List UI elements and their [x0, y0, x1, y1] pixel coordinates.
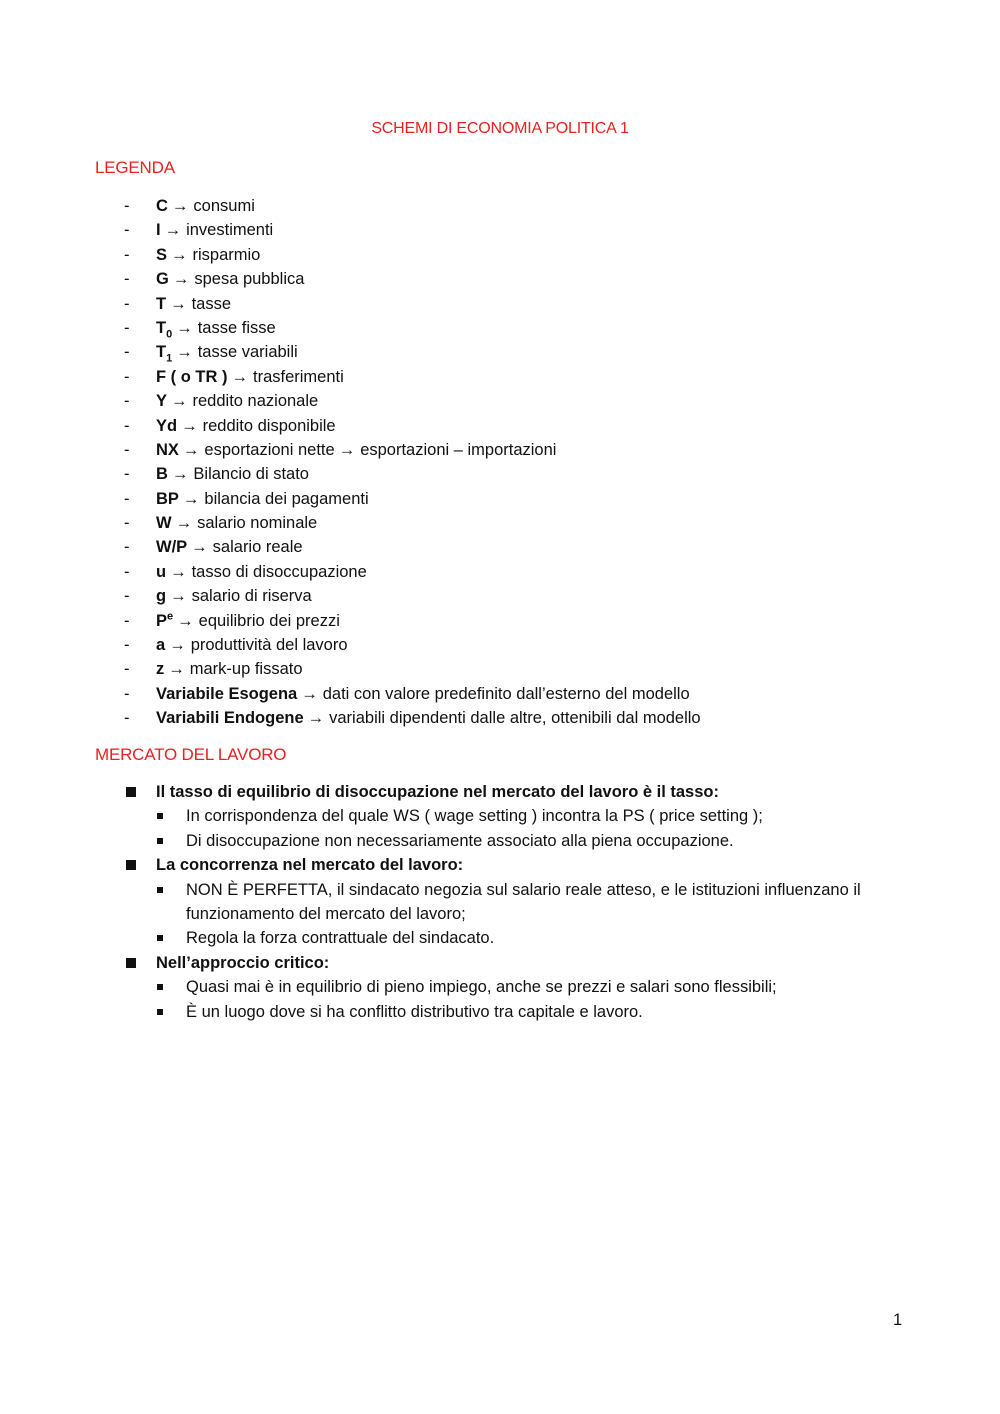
list-dash: -	[124, 440, 130, 459]
legend-description: risparmio	[192, 245, 261, 264]
legend-term: BP	[156, 489, 179, 508]
bullet-point	[95, 951, 895, 975]
right-arrow-icon: →	[171, 392, 188, 411]
legend-item	[95, 609, 895, 633]
legend-term: S	[156, 245, 168, 264]
legend-description: consumi	[193, 197, 255, 215]
legend-term: g	[156, 587, 167, 606]
legend-term: F ( o TR )	[156, 367, 228, 386]
legend-description: dati con valore predefinito dall’esterno del modello	[322, 684, 690, 703]
legend-description: trasferimenti	[252, 367, 344, 386]
legend-item	[95, 535, 895, 559]
legend-entry	[156, 657, 303, 681]
right-arrow-icon: →	[171, 245, 188, 264]
legend-entry	[156, 706, 701, 730]
legend-term: T	[156, 294, 167, 313]
list-dash: -	[124, 392, 130, 411]
legend-entry	[156, 365, 344, 389]
square-bullet-icon	[126, 860, 136, 870]
list-dash: -	[124, 416, 130, 435]
legend-description: equilibrio dei prezzi	[198, 611, 340, 630]
legend-item	[95, 462, 895, 486]
legend-term: T	[156, 343, 167, 362]
list-dash: -	[124, 318, 130, 337]
legend-entry	[156, 609, 340, 633]
legend-description: esportazioni nette	[204, 440, 335, 459]
right-arrow-icon: →	[191, 538, 208, 557]
right-arrow-icon: →	[171, 465, 189, 484]
legend-item	[95, 243, 895, 267]
legend-item	[95, 633, 895, 657]
list-dash: -	[124, 197, 130, 215]
legend-term: I	[156, 221, 161, 240]
right-arrow-icon: →	[164, 221, 182, 240]
right-arrow-icon: →	[338, 440, 356, 459]
legend-description: salario nominale	[197, 514, 318, 533]
legend-entry	[156, 535, 303, 559]
list-dash: -	[124, 587, 130, 606]
sub-bullet-point	[95, 975, 895, 999]
list-dash: -	[124, 367, 130, 386]
legend-description: esportazioni – importazioni	[360, 440, 557, 459]
legend-description: mark-up fissato	[189, 660, 303, 679]
legend-term: B	[156, 465, 168, 484]
sub-bullet-point	[95, 829, 895, 853]
list-dash: -	[124, 538, 130, 557]
list-dash: -	[124, 660, 130, 679]
legend-item	[95, 340, 895, 364]
list-dash: -	[124, 562, 130, 581]
page-number: 1	[893, 1311, 903, 1329]
legend-description: reddito nazionale	[192, 392, 319, 411]
legend-item	[95, 267, 895, 291]
right-arrow-icon: →	[170, 562, 187, 581]
sub-bullet-text: Regola la forza contrattuale del sindacato.	[186, 929, 495, 948]
sub-bullet-point	[95, 1000, 895, 1024]
legend-item	[95, 218, 895, 242]
bullet-point-title: Nell’approccio critico:	[156, 953, 330, 972]
square-bullet-icon	[126, 787, 136, 797]
legend-term: a	[156, 636, 166, 655]
list-dash: -	[124, 343, 130, 362]
legend-item	[95, 706, 895, 730]
bullet-point-title: La concorrenza nel mercato del lavoro:	[156, 856, 464, 875]
bullet-point	[95, 853, 895, 877]
legend-term-superscript: e	[167, 610, 174, 623]
legend-entry	[156, 584, 312, 608]
sub-bullet-point	[95, 926, 895, 950]
small-square-bullet-icon	[157, 984, 163, 990]
legend-item	[95, 316, 895, 340]
list-dash: -	[124, 489, 130, 508]
document-title: SCHEMI DI ECONOMIA POLITICA 1	[371, 120, 629, 137]
right-arrow-icon: →	[170, 587, 187, 606]
sub-bullet-point	[95, 878, 895, 927]
right-arrow-icon: →	[169, 636, 186, 655]
square-bullet-icon	[126, 958, 136, 968]
legend-term: u	[156, 562, 167, 581]
list-dash: -	[124, 270, 130, 289]
right-arrow-icon: →	[175, 514, 193, 533]
legend-entry	[156, 267, 304, 291]
legend-description: tasse fisse	[197, 318, 276, 337]
small-square-bullet-icon	[157, 813, 163, 819]
legend-item	[95, 389, 895, 413]
right-arrow-icon: →	[168, 660, 185, 679]
legend-entry	[156, 292, 231, 316]
small-square-bullet-icon	[157, 935, 163, 941]
legend-term: Y	[156, 392, 168, 411]
legend-term: W	[156, 514, 172, 533]
right-arrow-icon: →	[182, 440, 200, 459]
legend-term: T	[156, 318, 167, 337]
list-dash: -	[124, 294, 130, 313]
legend-entry	[156, 511, 317, 535]
legend-term: Variabili Endogene	[156, 709, 304, 728]
right-arrow-icon: →	[171, 197, 189, 215]
sub-bullet-text: È un luogo dove si ha conflitto distributivo tra capitale e lavoro.	[186, 1002, 643, 1021]
small-square-bullet-icon	[157, 838, 163, 844]
legend-entry	[156, 316, 276, 340]
legend-item	[95, 487, 895, 511]
legend-term: Variabile Esogena	[156, 684, 298, 703]
list-dash: -	[124, 245, 130, 264]
bullet-point-title: Il tasso di equilibrio di disoccupazione nel mercato del lavoro è il tasso:	[156, 783, 719, 801]
legend-item	[95, 560, 895, 584]
right-arrow-icon: →	[301, 684, 318, 703]
small-square-bullet-icon	[157, 887, 163, 893]
legend-item	[95, 414, 895, 438]
legend-entry	[156, 438, 556, 462]
legend-item	[95, 511, 895, 535]
legend-entry	[156, 462, 309, 486]
legend-heading: LEGENDA	[95, 158, 175, 177]
list-dash: -	[124, 221, 130, 240]
legend-description: variabili dipendenti dalle altre, ottenibili dal modello	[329, 709, 701, 728]
legend-term: NX	[156, 440, 179, 459]
small-square-bullet-icon	[157, 1009, 163, 1015]
right-arrow-icon: →	[177, 611, 194, 630]
legend-description: tasse variabili	[197, 343, 298, 362]
legend-description: investimenti	[186, 221, 274, 240]
right-arrow-icon: →	[307, 709, 325, 728]
legend-entry	[156, 487, 369, 511]
sub-bullet-text: Quasi mai è in equilibrio di pieno impiego, anche se prezzi e salari sono flessibili;	[186, 978, 777, 997]
list-dash: -	[124, 514, 130, 533]
labour-market-list	[95, 780, 895, 1024]
legend-term-subscript: 0	[166, 328, 173, 341]
right-arrow-icon: →	[172, 270, 190, 289]
legend-description: Bilancio di stato	[193, 465, 309, 484]
sub-bullet-text: NON È PERFETTA, il sindacato negozia sul salario reale atteso, e le istituzioni influenzano il funzionamento del mercato del lavoro;	[186, 880, 861, 924]
right-arrow-icon: →	[176, 343, 193, 362]
legend-item	[95, 292, 895, 316]
bullet-point	[95, 780, 895, 804]
right-arrow-icon: →	[182, 489, 200, 508]
legend-list	[95, 194, 895, 731]
sub-bullet-text: In corrispondenza del quale WS ( wage setting ) incontra la PS ( price setting );	[186, 807, 763, 826]
right-arrow-icon: →	[170, 294, 187, 313]
legend-term: G	[156, 270, 169, 289]
legend-description: bilancia dei pagamenti	[204, 489, 369, 508]
legend-description: salario reale	[212, 538, 303, 557]
labour-market-heading: MERCATO DEL LAVORO	[95, 745, 287, 764]
legend-item	[95, 194, 895, 218]
right-arrow-icon: →	[176, 318, 193, 337]
legend-description: tasso di disoccupazione	[191, 562, 367, 581]
legend-description: produttività del lavoro	[190, 636, 348, 655]
sub-bullet-point	[95, 804, 895, 828]
legend-item	[95, 438, 895, 462]
list-dash: -	[124, 465, 130, 484]
legend-description: spesa pubblica	[194, 270, 305, 289]
legend-item	[95, 365, 895, 389]
right-arrow-icon: →	[231, 367, 248, 386]
right-arrow-icon: →	[181, 416, 198, 435]
legend-entry	[156, 243, 260, 267]
list-dash: -	[124, 611, 130, 630]
legend-entry	[156, 218, 273, 242]
legend-term-subscript: 1	[166, 352, 173, 365]
legend-term: z	[156, 660, 165, 679]
legend-entry	[156, 560, 367, 584]
legend-entry	[156, 340, 298, 364]
sub-bullet-text: Di disoccupazione non necessariamente associato alla piena occupazione.	[186, 831, 734, 850]
legend-item	[95, 657, 895, 681]
legend-term: C	[156, 197, 168, 215]
legend-description: salario di riserva	[191, 587, 312, 606]
legend-term: Yd	[156, 416, 178, 435]
list-dash: -	[124, 636, 130, 655]
legend-entry	[156, 414, 336, 438]
legend-term: P	[156, 611, 168, 630]
list-dash: -	[124, 684, 130, 703]
legend-description: tasse	[191, 294, 232, 313]
list-dash: -	[124, 709, 130, 728]
legend-entry	[156, 194, 255, 218]
legend-description: reddito disponibile	[202, 416, 336, 435]
legend-item	[95, 682, 895, 706]
legend-item	[95, 584, 895, 608]
legend-entry	[156, 633, 348, 657]
legend-entry	[156, 389, 318, 413]
legend-entry	[156, 682, 690, 706]
legend-term: W/P	[156, 538, 188, 557]
